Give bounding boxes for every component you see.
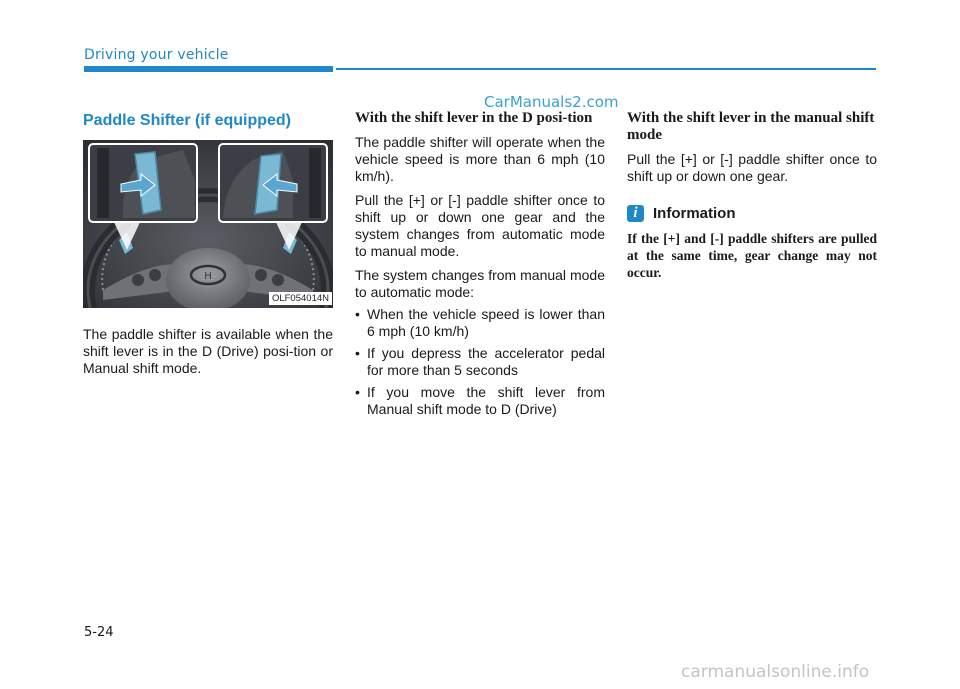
- list-item: • When the vehicle speed is lower than 6 mph (10 km/h): [355, 306, 605, 340]
- paragraph: Pull the [+] or [-] paddle shifter once to shift up or down one gear.: [627, 151, 877, 184]
- d-position-heading: With the shift lever in the D posi-tion: [355, 110, 593, 126]
- column-1: [83, 110, 333, 377]
- paragraph: The system changes from manual mode to automatic mode:: [355, 267, 605, 300]
- information-text: If the [+] and [-] paddle shifters are pulled at the same time, gear change may not occur.: [627, 231, 877, 280]
- svg-text:H: H: [204, 271, 212, 282]
- figure-code: OLF054014N: [269, 292, 332, 305]
- information-title: Information: [653, 205, 736, 222]
- column-3: [627, 110, 877, 281]
- watermark-top[interactable]: CarManuals2.com: [484, 93, 619, 111]
- paragraph: The paddle shifter will operate when the vehicle speed is more than 6 mph (10 km/h).: [355, 134, 605, 184]
- watermark-bottom[interactable]: carmanualsonline.info: [681, 662, 870, 682]
- list-item: • If you depress the accelerator pedal for more than 5 seconds: [355, 345, 605, 379]
- paragraph: Pull the [+] or [-] paddle shifter once to shift up or down one gear and the system changes from automatic mode to manual mode.: [355, 192, 605, 259]
- info-icon: i: [627, 205, 644, 222]
- information-header: [627, 205, 877, 222]
- paddle-shifter-figure: [83, 140, 333, 308]
- section-title: Paddle Shifter (if equipped): [83, 112, 292, 129]
- list-item: • If you move the shift lever from Manual shift mode to D (Drive): [355, 384, 605, 418]
- intro-paragraph: The paddle shifter is available when the shift lever is in the D (Drive) posi-tion or Manual shift mode.: [83, 326, 333, 376]
- steering-wheel-illustration: [83, 140, 333, 308]
- section-label: Driving your vehicle: [84, 47, 229, 63]
- conditions-list: [355, 306, 605, 418]
- page-number: 5-24: [84, 625, 114, 640]
- manual-mode-heading: With the shift lever in the manual shift mode: [627, 110, 875, 143]
- column-2: [355, 110, 605, 423]
- header-rule: [336, 68, 876, 70]
- header-bar: [84, 66, 333, 72]
